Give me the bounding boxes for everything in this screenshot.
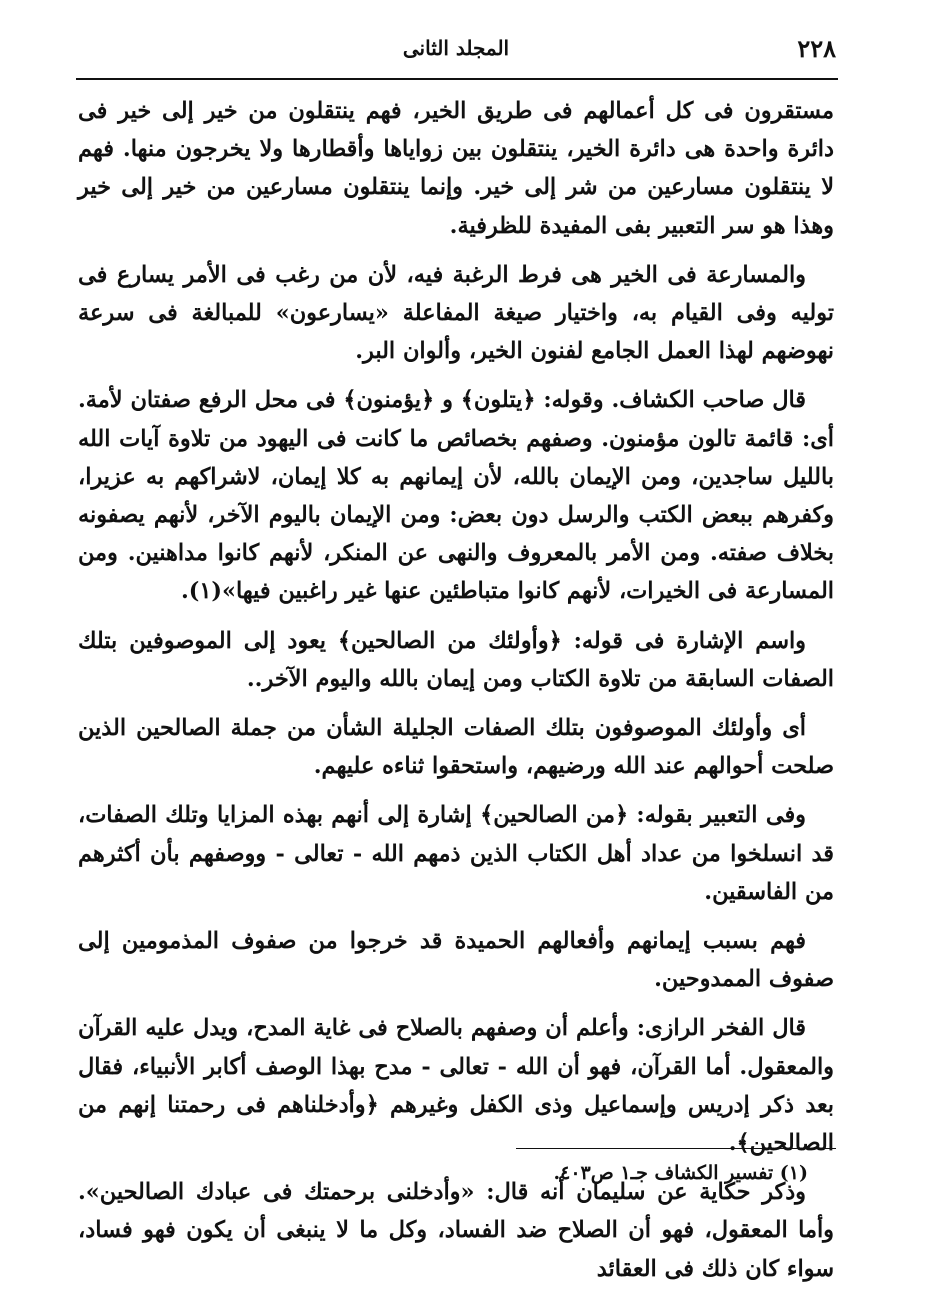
- footnote: (١) تفسير الكشاف جـ١ ص٤٠٣.: [553, 1162, 808, 1184]
- paragraph: أى وأولئك الموصوفون بتلك الصفات الجليلة الشأن من جملة الصالحين الذين صلحت أحوالهم عند الله ورضيهم، واستحقوا ثناءه عليهم.: [78, 715, 834, 780]
- paragraph: والمسارعة فى الخير هى فرط الرغبة فيه، لأن من رغب فى الأمر يسارع فى توليه وفى القيام به، واختيار صيغة المفاعلة «يسارعون» للمبالغة فى سرعة نهوضهم لهذا العمل الجامع لفنون الخير، وألوان البر.: [78, 261, 834, 365]
- paragraph: واسم الإشارة فى قوله: ﴿وأولئك من الصالحين﴾ يعود إلى الموصوفين بتلك الصفات السابقة من تلاوة الكتاب ومن إيمان بالله واليوم الآخر..: [78, 627, 834, 692]
- paragraph: فهم بسبب إيمانهم وأفعالهم الحميدة قد خرجوا من صفوف المذمومين إلى صفوف الممدوحين.: [78, 928, 834, 993]
- page-number: ٢٢٨: [797, 34, 836, 63]
- header-rule: [76, 78, 838, 80]
- page-header: [76, 34, 836, 72]
- footnote-rule: [516, 1148, 836, 1149]
- running-title: المجلد الثانى: [402, 36, 510, 60]
- paragraph: قال الفخر الرازى: وأعلم أن وصفهم بالصلاح فى غاية المدح، ويدل عليه القرآن والمعقول. أما القرآن، فهو أن الله - تعالى - مدح بهذا الوصف أكابر الأنبياء، فقال بعد ذكر إدريس وإسماعيل وذى الكفل وغيرهم ﴿وأدخلناهم فى رحمتنا إنهم من الصالحين﴾.: [78, 1015, 834, 1157]
- paragraph: قال صاحب الكشاف. وقوله: ﴿يتلون﴾ و ﴿يؤمنون﴾ فى محل الرفع صفتان لأمة. أى: قائمة تالون مؤمنون. وصفهم بخصائص ما كانت فى اليهود من تلاوة آيات الله بالليل ساجدين، ومن الإيمان بالله، لأن إيمانهم به كلا إيمان، لاشراكهم به عزيرا، وكفرهم ببعض الكتب والرسل دون بعض: ومن الإيمان باليوم الآخر، لأنهم يصفونه بخلاف صفته. ومن الأمر بالمعروف والنهى عن المنكر، لأنهم كانوا مداهنين. ومن المسارعة فى الخيرات، لأنهم كانوا متباطئين عنها غير راغبين فيها»(١).: [78, 387, 834, 605]
- paragraph: وفى التعبير بقوله: ﴿من الصالحين﴾ إشارة إلى أنهم بهذه المزايا وتلك الصفات، قد انسلخوا من عداد أهل الكتاب الذين ذمهم الله - تعالى - ووصفهم بأن أكثرهم من الفاسقين.: [78, 802, 834, 905]
- body-text: [78, 92, 834, 1299]
- paragraph: وذكر حكاية عن سليمان أنه قال: «وأدخلنى برحمتك فى عبادك الصالحين». وأما المعقول، فهو أن الصلاح ضد الفساد، وكل ما لا ينبغى أن يكون فهو فساد، سواء كان ذلك فى العقائد: [78, 1179, 834, 1282]
- paragraph: مستقرون فى كل أعمالهم فى طريق الخير، فهم ينتقلون من خير إلى خير فى دائرة واحدة هى دائرة الخير، ينتقلون بين زواياها وأقطارها ولا يخرجون منها. فهم لا ينتقلون مسارعين من شر إلى خير. وإنما ينتقلون مسارعين من خير إلى خير وهذا هو سر التعبير بفى المفيدة للظرفية.: [78, 98, 834, 239]
